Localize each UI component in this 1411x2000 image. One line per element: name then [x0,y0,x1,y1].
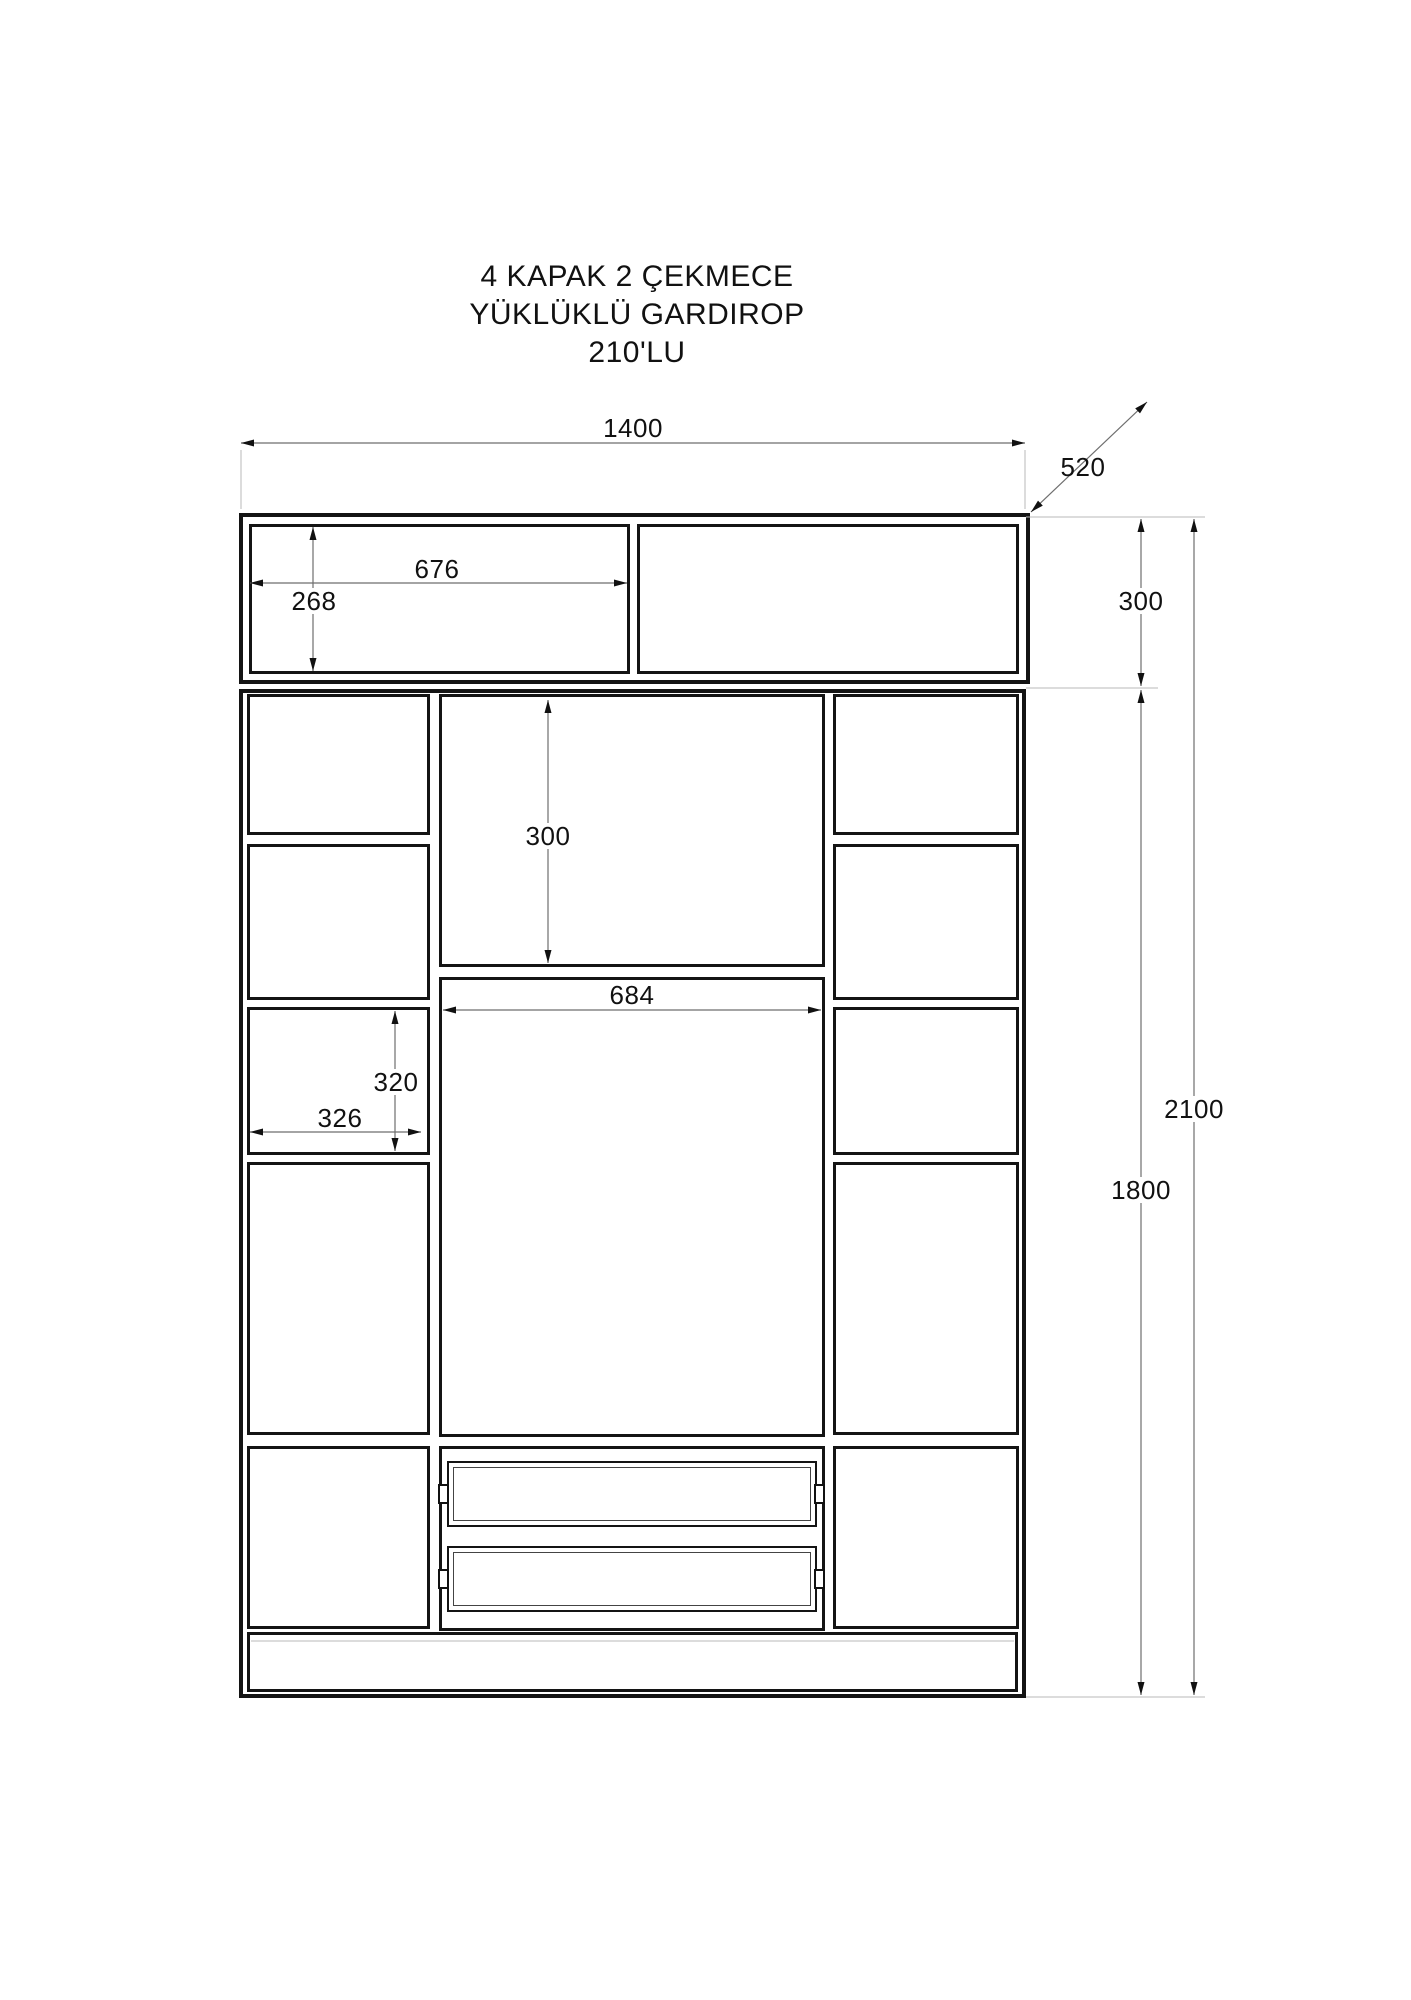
arrowhead-icon [1012,440,1025,447]
label-upper-left-height: 268 [289,588,340,614]
arrowhead-icon [1138,1682,1145,1695]
label-body-height: 1800 [1108,1177,1174,1203]
label-top-section-height: 300 [1116,588,1167,614]
dim-overall-width [241,443,1025,509]
label-middle-opening-width: 684 [609,980,655,1010]
label-depth: 520 [1060,452,1106,482]
label-total-height: 2100 [1161,1096,1227,1122]
label-upper-left-width: 676 [414,554,460,584]
title-line-2: YÜKLÜKLÜ GARDIROP [469,298,805,331]
arrowhead-icon [250,580,263,587]
arrowhead-icon [310,658,317,671]
arrowhead-icon [392,1011,399,1024]
arrowhead-icon [310,527,317,540]
arrowhead-icon [1191,519,1198,532]
arrowhead-icon [545,700,552,713]
arrowhead-icon [241,440,254,447]
title-line-1: 4 KAPAK 2 ÇEKMECE [480,260,794,293]
arrowhead-icon [545,950,552,963]
label-side-shelf-height: 320 [371,1069,422,1095]
arrowhead-icon [1138,519,1145,532]
arrowhead-icon [443,1007,456,1014]
arrowhead-icon [392,1138,399,1151]
arrowhead-icon [1138,690,1145,703]
arrowhead-icon [808,1007,821,1014]
arrowhead-icon [1191,1682,1198,1695]
arrowhead-icon [614,580,627,587]
label-side-shelf-width: 326 [317,1103,363,1133]
arrowhead-icon [408,1129,421,1136]
arrowhead-icon [250,1129,263,1136]
title-line-3: 210'LU [588,336,686,369]
label-overall-width: 1400 [603,413,663,443]
arrowhead-icon [1138,673,1145,686]
label-middle-top-shelf-height: 300 [523,823,574,849]
